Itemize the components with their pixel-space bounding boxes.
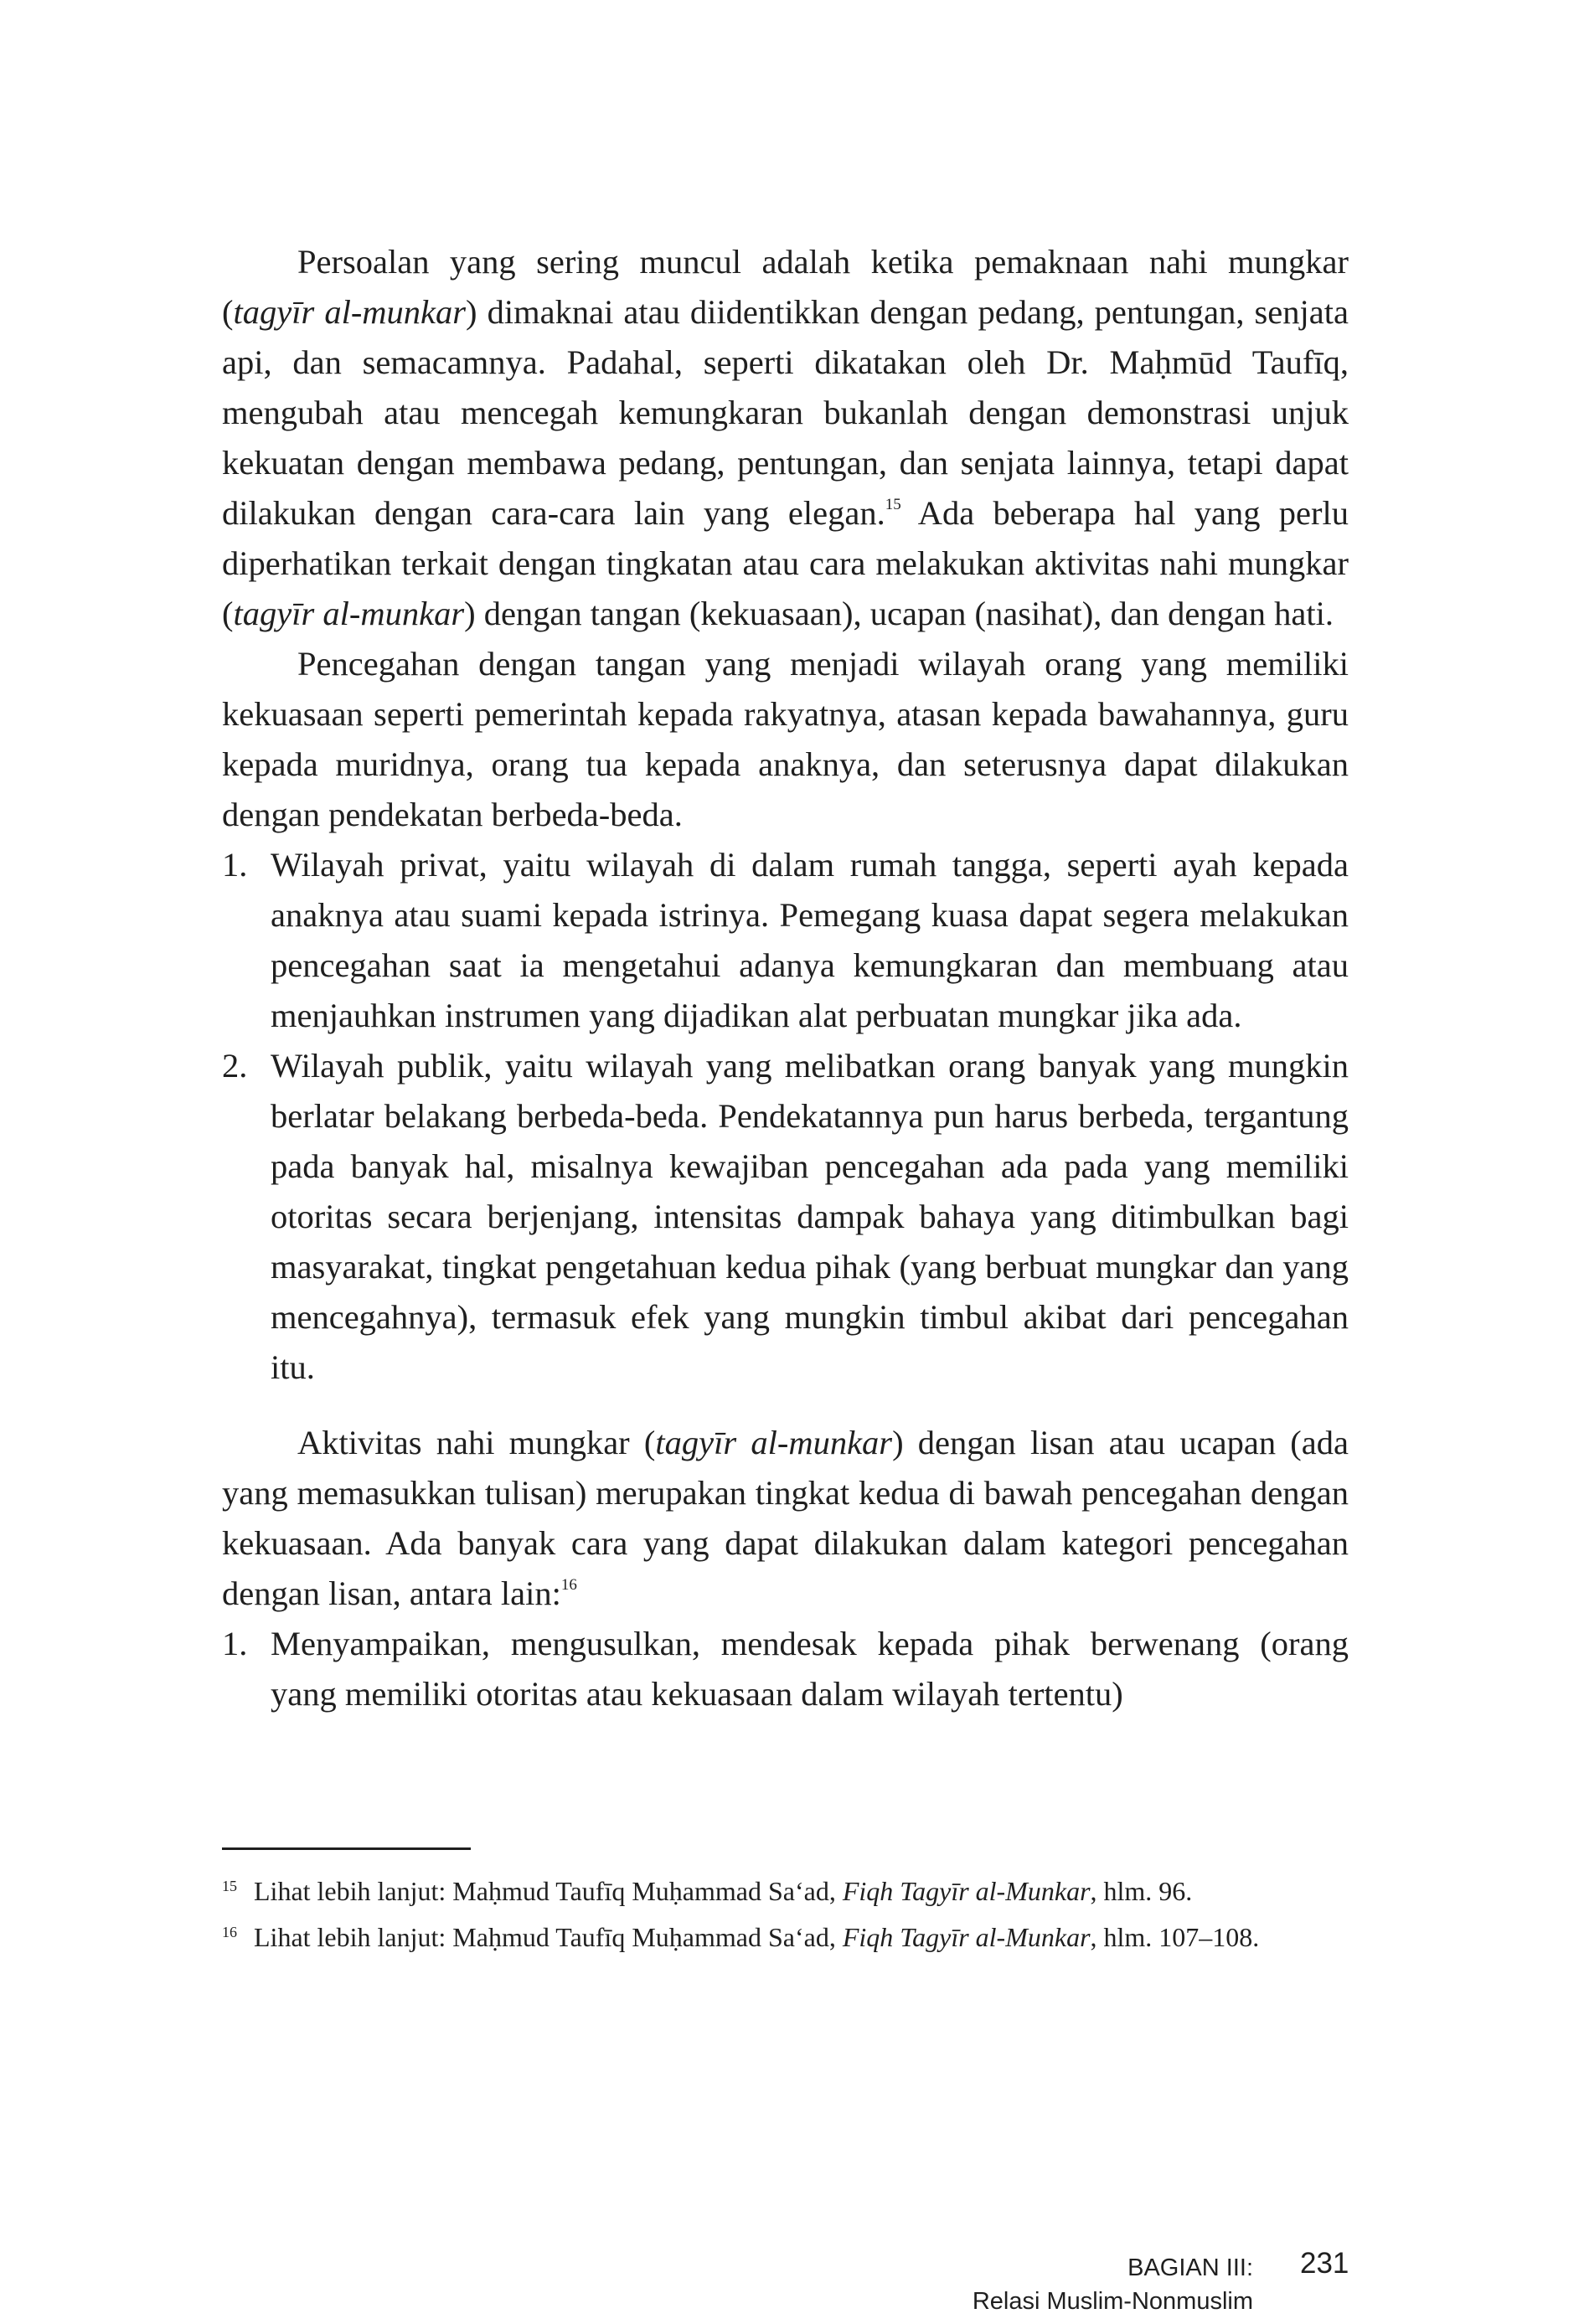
list-item: [222, 1041, 1349, 1393]
paragraph-3: [222, 1418, 1349, 1619]
footnote-text: Lihat lebih lanjut: Maḥmud Taufīq Muḥammad Sa‘ad,: [254, 1922, 843, 1952]
list-approaches: [222, 840, 1349, 1393]
footnote-16: [222, 1918, 1349, 1957]
footnote-book-title: Fiqh Tagyīr al-Munkar: [842, 1876, 1091, 1906]
footnote-mark: 16: [222, 1924, 237, 1940]
footnote-text: Lihat lebih lanjut: Maḥmud Taufīq Muḥammad Sa‘ad,: [254, 1876, 843, 1906]
footnotes: [222, 1872, 1349, 1964]
footnote-ref-16[interactable]: 16: [560, 1575, 577, 1594]
footnote-book-title: Fiqh Tagyīr al-Munkar: [842, 1922, 1091, 1952]
paragraph-1: [222, 237, 1349, 639]
list-oral-methods: [222, 1619, 1349, 1719]
paragraph-1-text-d: ) dengan tangan (kekuasaan), ucapan (nasihat), dan dengan hati.: [464, 595, 1334, 632]
list-item-text: Wilayah privat, yaitu wilayah di dalam rumah tangga, seperti ayah kepada anaknya atau suami kepada istrinya. Pemegang kuasa dapat segera melakukan pencegahan saat ia mengetahui adanya kemungkaran dan membuang atau menjauhkan instrumen yang dijadikan alat perbuatan mungkar jika ada.: [271, 846, 1349, 1034]
paragraph-3-text-a: Aktivitas nahi mungkar (: [297, 1424, 656, 1461]
list-item-number: 2.: [222, 1047, 248, 1085]
list-item: [222, 1619, 1349, 1719]
footnote-ref-15[interactable]: 15: [885, 495, 901, 513]
section-label: BAGIAN III:: [1127, 2254, 1253, 2281]
list-item-text: Wilayah publik, yaitu wilayah yang melibatkan orang banyak yang mungkin berlatar belakang berbeda-beda. Pendekatannya pun harus berbeda, tergantung pada banyak hal, misalnya kewajiban pencegahan ada pada yang memiliki otoritas secara berjenjang, intensitas dampak bahaya yang ditimbulkan bagi masyarakat, tingkat pengetahuan kedua pihak (yang berbuat mungkar dan yang mencegahnya), termasuk efek yang mungkin timbul akibat dari pencegahan itu.: [271, 1047, 1349, 1386]
paragraph-1-text-c: Ada beberapa hal yang perlu diperhatikan terkait dengan tingkatan atau cara melakukan aktivitas nahi mungkar (: [222, 494, 1349, 632]
footnote-text: , hlm. 107–108.: [1090, 1922, 1260, 1952]
list-item-text: Menyampaikan, mengusulkan, mendesak kepada pihak berwenang (orang yang memiliki otoritas atau kekuasaan dalam wilayah tertentu): [271, 1625, 1349, 1713]
list-item: [222, 840, 1349, 1041]
section-subtitle: Relasi Muslim-Nonmuslim: [972, 2288, 1253, 2315]
paragraph-2: Pencegahan dengan tangan yang menjadi wilayah orang yang memiliki kekuasaan seperti pemerintah kepada rakyatnya, atasan kepada bawahannya, guru kepada muridnya, orang tua kepada anaknya, dan seterusnya dapat dilakukan dengan pendekatan berbeda-beda.: [222, 645, 1349, 833]
running-footer: [973, 2251, 1253, 2318]
footnote-mark: 15: [222, 1878, 237, 1894]
term-tagyir-al-munkar: tagyīr al-munkar: [655, 1424, 893, 1461]
list-item-number: 1.: [222, 846, 248, 884]
term-tagyir-al-munkar: tagyīr al-munkar: [233, 293, 467, 331]
list-item-number: 1.: [222, 1625, 248, 1662]
main-text: [222, 237, 1349, 1719]
paragraph-3-text-b: ) dengan lisan atau ucapan (ada yang memasukkan tulisan) merupakan tingkat kedua di bawah pencegahan dengan kekuasaan. Ada banyak cara yang dapat dilakukan dalam kategori pencegahan dengan lisan, antara lain:: [222, 1424, 1349, 1612]
term-tagyir-al-munkar: tagyīr al-munkar: [233, 595, 465, 632]
footnote-text: , hlm. 96.: [1090, 1876, 1193, 1906]
paragraph-1-text-a: Persoalan yang sering muncul adalah ketika pemaknaan nahi mungkar (: [222, 243, 1349, 331]
footnote-15: [222, 1872, 1349, 1911]
page-number: 231: [1300, 2247, 1349, 2280]
paragraph-1-text-b: ) dimaknai atau diidentikkan dengan pedang, pentungan, senjata api, dan semacamnya. Padahal, seperti dikatakan oleh Dr. Maḥmūd Taufīq, mengubah atau mencegah kemungkaran bukanlah dengan demonstrasi unjuk kekuatan dengan membawa pedang, pentungan, dan senjata lainnya, tetapi dapat dilakukan dengan cara-cara lain yang elegan.: [222, 293, 1349, 532]
footnote-divider: [222, 1847, 471, 1850]
